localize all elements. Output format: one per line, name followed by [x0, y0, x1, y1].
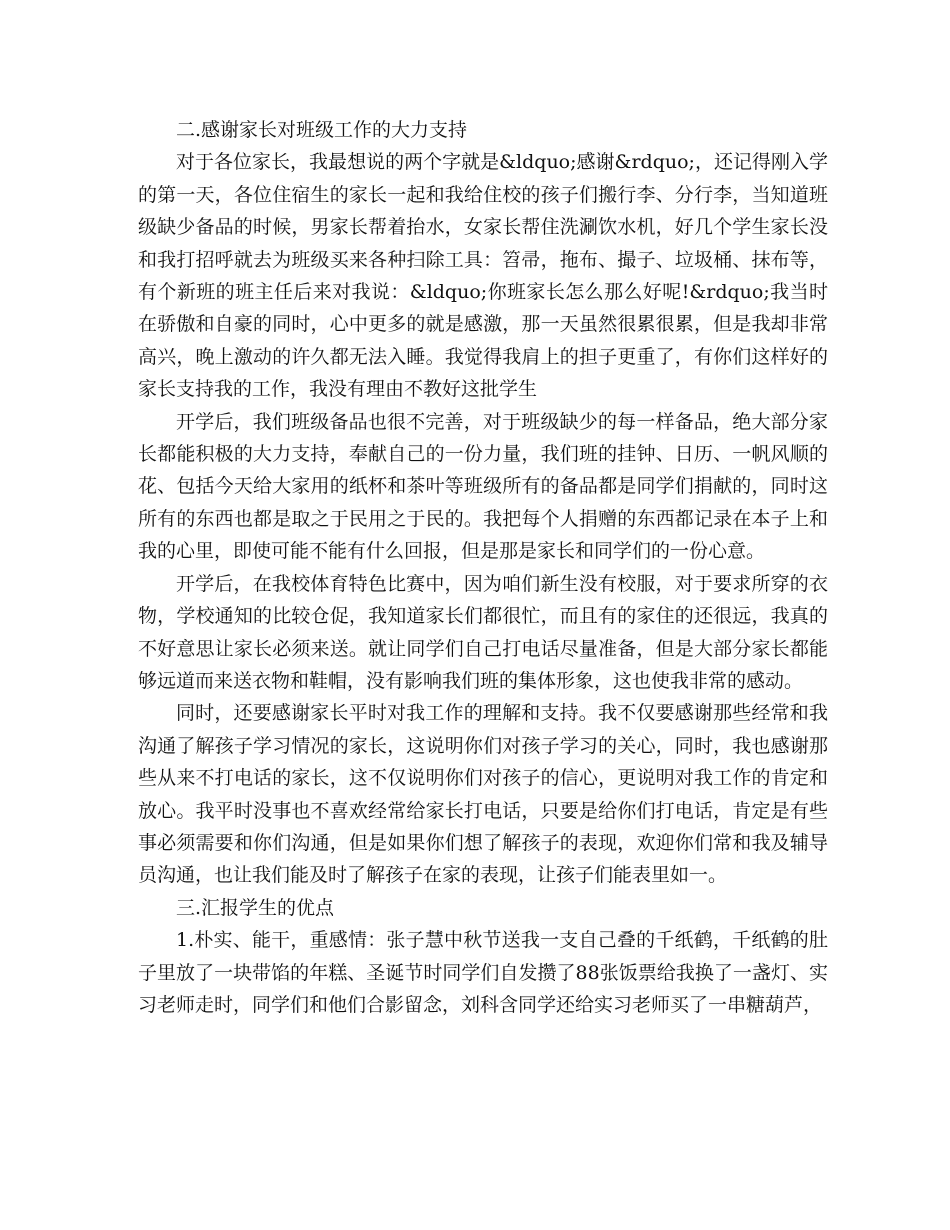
paragraph-understanding-support: 同时，还要感谢家长平时对我工作的理解和支持。我不仅要感谢那些经常和我沟通了解孩子学习情况的家长，这说明你们对孩子学习的关心，同时，我也感谢那些从来不打电话的家长，这不仅说明你们对孩子的信心，更说明对我工作的肯定和放心。我平时没事也不喜欢经常给家长打电话，只要是给你们打电话，肯定是有些事必须需要和你们沟通，但是如果你们想了解孩子的表现，欢迎你们常和我及辅导员沟通，也让我们能及时了解孩子在家的表现，让孩子们能表里如一。 [138, 702, 828, 887]
document-page [138, 114, 828, 1021]
section-heading-thanks-parents: 二.感谢家长对班级工作的大力支持 [176, 119, 468, 141]
paragraph-sports-competition: 开学后，在我校体育特色比赛中，因为咱们新生没有校服，对于要求所穿的衣物，学校通知的比较仓促，我知道家长们都很忙，而且有的家住的还很远，我真的不好意思让家长必须来送。就让同学们自己打电话尽量准备，但是大部分家长都能够远道而来送衣物和鞋帽，没有影响我们班的集体形象，这也使我非常的感动。 [138, 572, 828, 692]
paragraph-strength-one: 1.朴实、能干，重感情：张子慧中秋节送我一支自己叠的千纸鹤，千纸鹤的肚子里放了一块带馅的年糕、圣诞节时同学们自发攒了88张饭票给我换了一盏灯、实习老师走时，同学们和他们合影留念，刘科含同学还给实习老师买了一串糖葫芦， [138, 929, 828, 1016]
paragraph-thanks-first-day: 对于各位家长，我最想说的两个字就是&ldquo;感谢&rdquo;，还记得刚入学的第一天，各位住宿生的家长一起和我给住校的孩子们搬行李、分行李，当知道班级缺少备品的时候，男家长帮着抬水，女家长帮住洗涮饮水机，好几个学生家长没和我打招呼就去为班级买来各种扫除工具：笤帚，拖布、撮子、垃圾桶、抹布等，有个新班的班主任后来对我说：&ldquo;你班家长怎么那么好呢!&rdquo;我当时在骄傲和自豪的同时，心中更多的就是感激，那一天虽然很累很累，但是我却非常高兴，晚上激动的许久都无法入睡。我觉得我肩上的担子更重了，有你们这样好的家长支持我的工作，我没有理由不教好这批学生 [138, 151, 828, 401]
paragraph-class-supplies: 开学后，我们班级备品也很不完善，对于班级缺少的每一样备品，绝大部分家长都能积极的大力支持，奉献自己的一份力量，我们班的挂钟、日历、一帆风顺的花、包括今天给大家用的纸杯和茶叶等班级所有的备品都是同学们捐献的，同时这所有的东西也都是取之于民用之于民的。我把每个人捐赠的东西都记录在本子上和我的心里，即使可能不能有什么回报，但是那是家长和同学们的一份心意。 [138, 410, 828, 563]
section-heading-student-strengths: 三.汇报学生的优点 [176, 896, 335, 919]
